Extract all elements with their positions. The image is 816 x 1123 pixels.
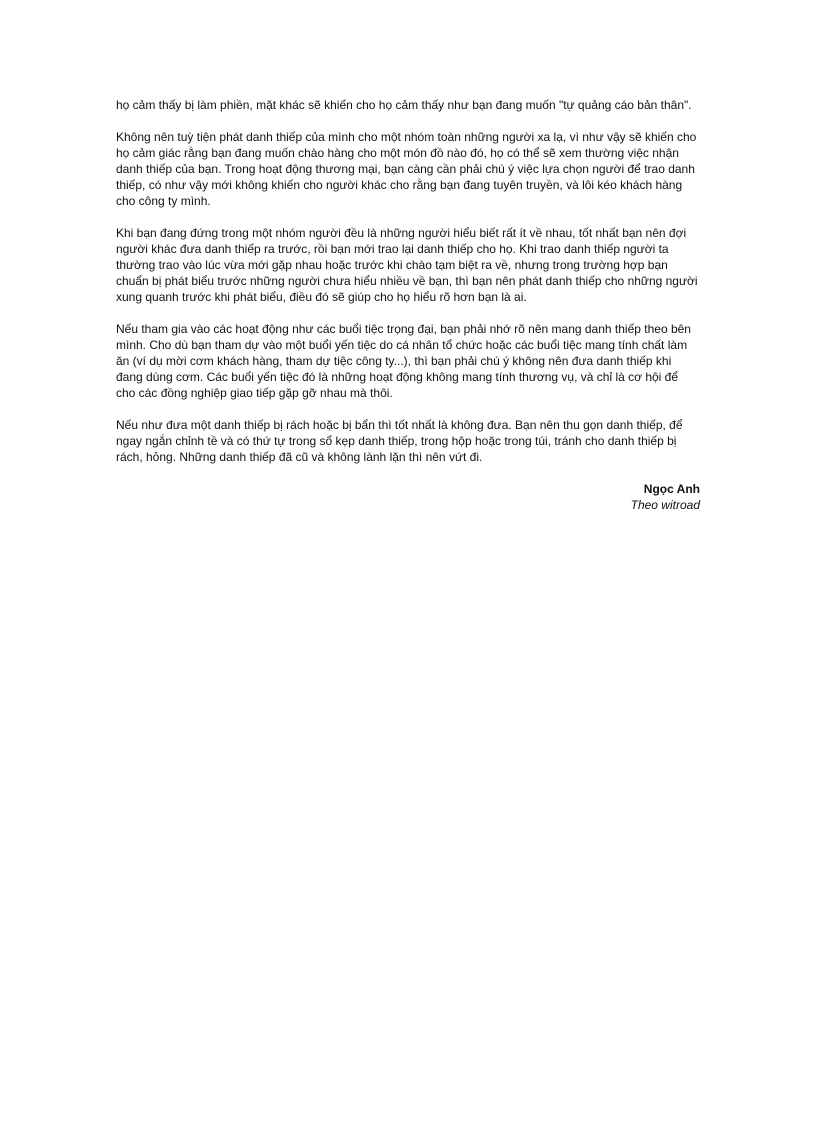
paragraph-3: Khi bạn đang đứng trong một nhóm người đều là những người hiểu biết rất ít về nhau, tốt nhất bạn nên đợi người khác đưa danh thiếp ra trước, rồi bạn mới trao lại danh thiếp cho họ. Khi trao danh thiếp người ta thường trao vào lúc vừa mới gặp nhau hoặc trước khi chào tạm biệt ra về, nhưng trong trường hợp bạn chuẩn bị phát biểu trước những người chưa hiểu nhiều về bạn, thì bạn nên phát danh thiếp cho những người xung quanh trước khi phát biểu, điều đó sẽ giúp cho họ hiểu rõ hơn bạn là ai.: [116, 226, 698, 304]
paragraph-4: Nếu tham gia vào các hoạt động như các buổi tiệc trọng đại, bạn phải nhớ rõ nên mang danh thiếp theo bên mình. Cho dù bạn tham dự vào một buổi yến tiệc do cá nhân tổ chức hoặc các buổi tiệc mang tính chất làm ăn (ví dụ mời cơm khách hàng, tham dự tiệc công ty...), thì bạn phải chú ý không nên đưa danh thiếp khi đang dùng cơm. Các buổi yến tiệc đó là những hoạt động không mang tính thương vụ, và chỉ là cơ hội để cho các đồng nghiệp giao tiếp gặp gỡ nhau mà thôi.: [116, 322, 691, 400]
article-body: [116, 97, 700, 513]
author-name: Ngọc Anh: [643, 482, 700, 496]
paragraph-5: Nếu như đưa một danh thiếp bị rách hoặc bị bẩn thì tốt nhất là không đưa. Bạn nên thu gọn danh thiếp, để ngay ngắn chỉnh tề và có thứ tự trong sổ kẹp danh thiếp, trong hộp hoặc trong túi, tránh cho danh thiếp bị rách, hỏng. Những danh thiếp đã cũ và không lành lặn thì nên vứt đi.: [116, 418, 683, 464]
paragraph-2: Không nên tuỳ tiện phát danh thiếp của mình cho một nhóm toàn những người xa lạ, vì như vậy sẽ khiến cho họ cảm giác rằng bạn đang muốn chào hàng cho một món đồ nào đó, họ có thể sẽ xem thường việc nhận danh thiếp của bạn. Trong hoạt động thương mại, bạn càng cần phải chú ý việc lựa chọn người để trao danh thiếp, có như vậy mới không khiến cho người khác cho rằng bạn đang tuyên truyền, và lôi kéo khách hàng cho công ty mình.: [116, 130, 697, 208]
signature-block: [116, 481, 700, 513]
source-credit: Theo witroad: [630, 498, 700, 512]
paragraph-1: họ cảm thấy bị làm phiền, mặt khác sẽ khiến cho họ cảm thấy như bạn đang muốn "tự quảng cáo bản thân".: [116, 98, 692, 112]
